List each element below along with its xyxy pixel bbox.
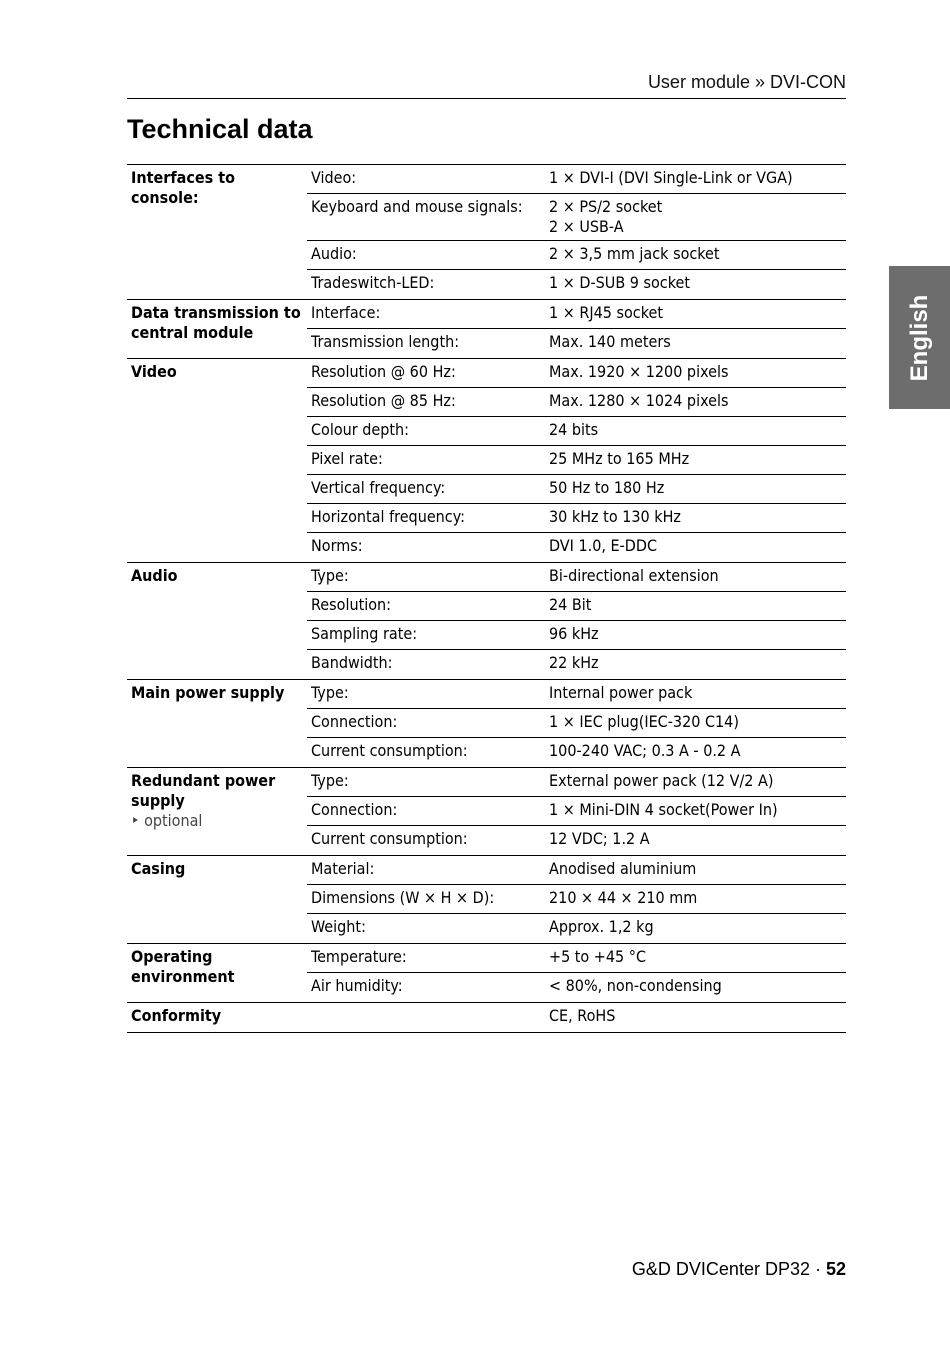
spec-row: [307, 680, 846, 709]
spec-value: +5 to +45 °C: [549, 947, 646, 966]
spec-property: Connection:: [311, 800, 398, 819]
spec-property: Horizontal frequency:: [311, 507, 465, 526]
spec-row: [307, 359, 846, 388]
spec-row: [307, 768, 846, 797]
page-number: 52: [825, 1259, 846, 1279]
spec-property: Colour depth:: [311, 420, 410, 439]
spec-property: Transmission length:: [311, 332, 460, 351]
spec-group-label: [127, 680, 307, 767]
spec-row: [307, 388, 846, 417]
spec-property: Temperature:: [311, 947, 407, 966]
spec-group-title: Conformity: [131, 1006, 222, 1025]
spec-row: [307, 797, 846, 826]
spec-property: Connection:: [311, 712, 398, 731]
spec-group-label: [127, 768, 307, 855]
spec-row: [307, 621, 846, 650]
spec-value: 1 × Mini-DIN 4 socket(Power In): [549, 800, 778, 819]
spec-row: [307, 194, 846, 241]
spec-property: Interface:: [311, 303, 381, 322]
spec-value: Max. 140 meters: [549, 332, 671, 351]
header-rule: [127, 98, 846, 99]
spec-group-label: [127, 856, 307, 943]
spec-property: Pixel rate:: [311, 449, 383, 468]
technical-data-table: [127, 164, 846, 1033]
spec-group: [127, 856, 846, 944]
spec-row: [307, 856, 846, 885]
spec-group-title: Audio: [131, 566, 178, 585]
spec-group-label: [127, 944, 307, 1002]
spec-row: [307, 973, 846, 1002]
spec-group-label: [127, 300, 307, 358]
spec-value: < 80%, non-condensing: [549, 976, 722, 995]
spec-group: [127, 680, 846, 768]
spec-row: [307, 592, 846, 621]
spec-value: 22 kHz: [549, 653, 599, 672]
spec-value: Bi-directional extension: [549, 566, 719, 585]
spec-group-title: Video: [131, 362, 177, 381]
spec-value: 210 × 44 × 210 mm: [549, 888, 698, 907]
spec-group: [127, 563, 846, 680]
spec-property: Weight:: [311, 917, 366, 936]
spec-value: 2 × 3,5 mm jack socket: [549, 244, 720, 263]
spec-group-title: Casing: [131, 859, 186, 878]
spec-value: 1 × DVI-I (DVI Single-Link or VGA): [549, 168, 793, 187]
spec-group: [127, 359, 846, 563]
spec-group: [127, 944, 846, 1003]
language-tab-label: English: [905, 294, 933, 381]
spec-value: DVI 1.0, E-DDC: [549, 536, 657, 555]
spec-property: Current consumption:: [311, 741, 468, 760]
spec-property: Video:: [311, 168, 357, 187]
spec-row: [307, 417, 846, 446]
spec-value: Max. 1920 × 1200 pixels: [549, 362, 729, 381]
spec-row: [307, 270, 846, 299]
spec-group-label: [127, 563, 307, 679]
spec-property: Sampling rate:: [311, 624, 418, 643]
language-tab: [889, 266, 950, 409]
spec-value: 1 × RJ45 socket: [549, 303, 663, 322]
spec-group-title: Interfaces to console:: [131, 168, 235, 207]
spec-row: [307, 885, 846, 914]
spec-row: [307, 826, 846, 855]
page-footer: [632, 1259, 846, 1280]
spec-value: 30 kHz to 130 kHz: [549, 507, 681, 526]
spec-row: [307, 533, 846, 562]
spec-row: [307, 165, 846, 194]
spec-value: Approx. 1,2 kg: [549, 917, 654, 936]
spec-group-label: [127, 165, 307, 299]
spec-property: Tradeswitch-LED:: [311, 273, 435, 292]
spec-value: Anodised aluminium: [549, 859, 697, 878]
spec-value: 25 MHz to 165 MHz: [549, 449, 690, 468]
spec-group: [127, 768, 846, 856]
spec-group-title: Data transmission to central module: [131, 303, 301, 342]
running-header: User module » DVI-CON: [647, 72, 846, 92]
spec-group-title: Redundant power supply: [131, 771, 276, 810]
spec-group-title: Operating environment: [131, 947, 235, 986]
spec-row: [307, 504, 846, 533]
spec-property: Resolution:: [311, 595, 391, 614]
spec-value: Max. 1280 × 1024 pixels: [549, 391, 729, 410]
spec-property: Type:: [311, 771, 349, 790]
spec-value: 1 × IEC plug(IEC-320 C14): [549, 712, 739, 731]
spec-value: 12 VDC; 1.2 A: [549, 829, 650, 848]
spec-property: Dimensions (W × H × D):: [311, 888, 495, 907]
spec-property: Air humidity:: [311, 976, 403, 995]
spec-property: [307, 1003, 545, 1032]
spec-property: Resolution @ 85 Hz:: [311, 391, 456, 410]
spec-property: Bandwidth:: [311, 653, 393, 672]
spec-property: Type:: [311, 683, 349, 702]
spec-value: 2 × PS/2 socket 2 × USB-A: [549, 197, 663, 236]
spec-group-label: [127, 1003, 307, 1032]
spec-group-note: ‣ optional: [131, 811, 203, 830]
footer-product: G&D DVICenter DP32 ·: [631, 1259, 826, 1279]
spec-row: [307, 709, 846, 738]
spec-row: [307, 475, 846, 504]
spec-value: 100-240 VAC; 0.3 A - 0.2 A: [549, 741, 741, 760]
spec-property: Vertical frequency:: [311, 478, 446, 497]
spec-value: Internal power pack: [549, 683, 693, 702]
spec-row: [307, 914, 846, 943]
spec-value: 24 Bit: [549, 595, 592, 614]
spec-row: [307, 446, 846, 475]
spec-property: Current consumption:: [311, 829, 468, 848]
spec-group: [127, 165, 846, 300]
spec-value: 96 kHz: [549, 624, 599, 643]
spec-row: [307, 738, 846, 767]
spec-row: [307, 241, 846, 270]
spec-row: [307, 944, 846, 973]
spec-value: CE, RoHS: [549, 1006, 616, 1025]
spec-row: [307, 650, 846, 679]
spec-property: Type:: [311, 566, 349, 585]
spec-value: External power pack (12 V/2 A): [549, 771, 774, 790]
page-title: Technical data: [127, 114, 313, 144]
spec-row: [307, 563, 846, 592]
spec-property: Material:: [311, 859, 375, 878]
spec-group: [127, 1003, 846, 1033]
spec-value: 1 × D-SUB 9 socket: [549, 273, 690, 292]
spec-group-title: Main power supply: [131, 683, 285, 702]
spec-value: 50 Hz to 180 Hz: [549, 478, 665, 497]
spec-group: [127, 300, 846, 359]
spec-property: Norms:: [311, 536, 363, 555]
spec-row: [307, 329, 846, 358]
spec-group-label: [127, 359, 307, 562]
spec-row: [307, 300, 846, 329]
spec-row: [307, 1003, 846, 1032]
spec-value: 24 bits: [549, 420, 599, 439]
spec-property: Resolution @ 60 Hz:: [311, 362, 456, 381]
spec-property: Audio:: [311, 244, 357, 263]
spec-property: Keyboard and mouse signals:: [311, 197, 523, 216]
